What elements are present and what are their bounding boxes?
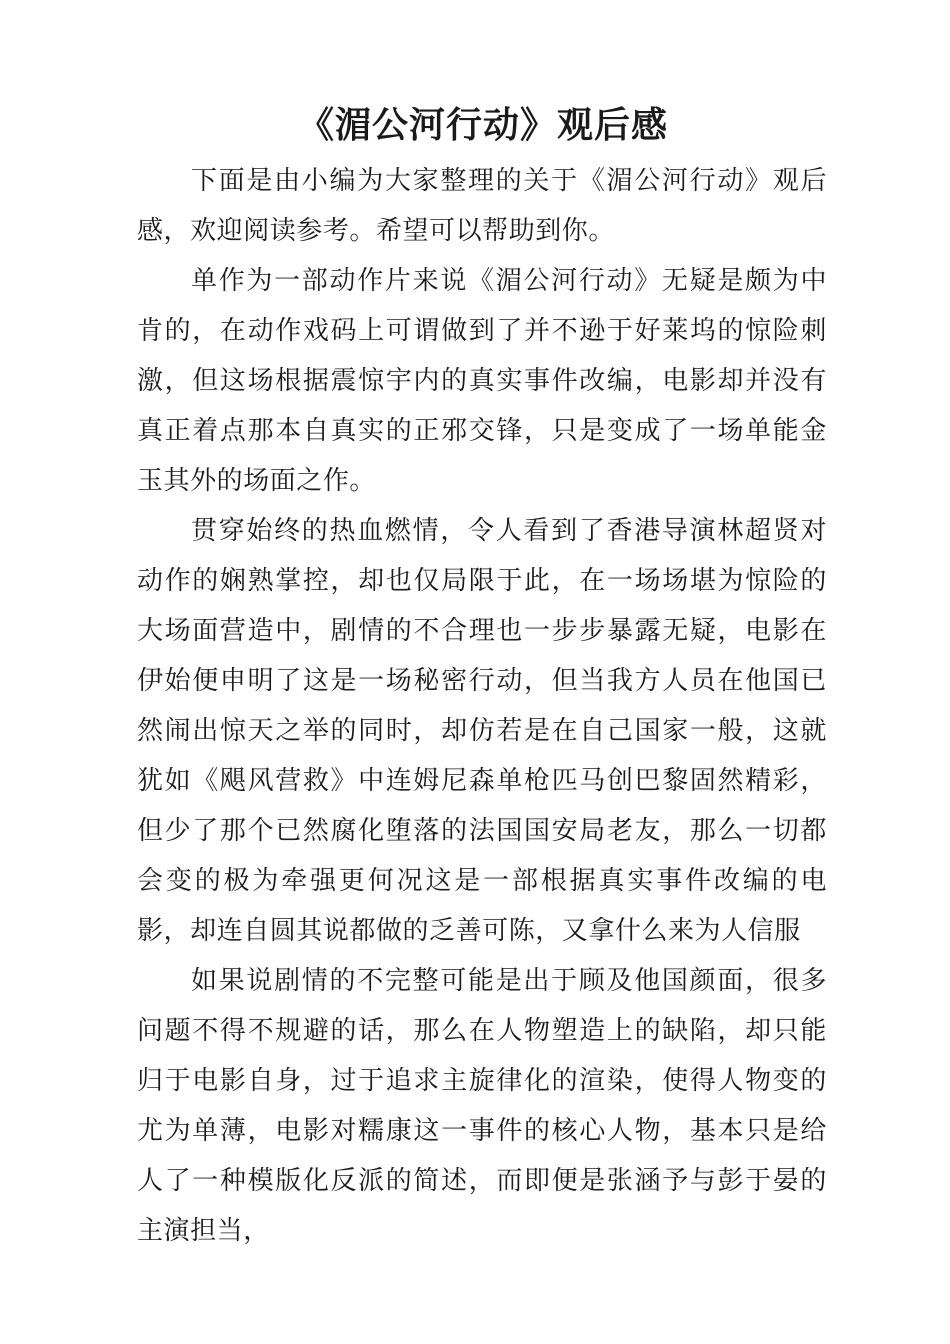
paragraph-action-film: 单作为一部动作片来说《湄公河行动》无疑是颇为中肯的，在动作戏码上可谓做到了并不逊于好莱坞的惊险刺激，但这场根据震惊宇内的真实事件改编，电影却并没有真正着点那本自真实的正邪交锋，只是变成了一场单能金玉其外的场面之作。: [137, 266, 827, 496]
document-title: 《湄公河行动》观后感: [297, 104, 668, 146]
paragraph-intro: 下面是由小编为大家整理的关于《湄公河行动》观后感，欢迎阅读参考。希望可以帮助到你。: [137, 166, 827, 246]
document-body: [137, 156, 827, 1256]
paragraph-plot-critique: 贯穿始终的热血燃情，令人看到了香港导演林超贤对动作的娴熟掌控，却也仅局限于此，在一场场堪为惊险的大场面营造中，剧情的不合理也一步步暴露无疑，电影在伊始便申明了这是一场秘密行动，但当我方人员在他国已然闹出惊天之举的同时，却仿若是在自己国家一般，这就犹如《飓风营救》中连姆尼森单枪匹马创巴黎固然精彩，但少了那个已然腐化堕落的法国国安局老友，那么一切都会变的极为牵强更何况这是一部根据真实事件改编的电影，却连自圆其说都做的乏善可陈，又拿什么来为人信服: [137, 516, 827, 946]
paragraph-character-critique: 如果说剧情的不完整可能是出于顾及他国颜面，很多问题不得不规避的话，那么在人物塑造上的缺陷，却只能归于电影自身，过于追求主旋律化的渲染，使得人物变的尤为单薄，电影对糯康这一事件的核心人物，基本只是给人了一种模版化反派的简述，而即便是张涵予与彭于晏的主演担当，: [137, 966, 827, 1246]
